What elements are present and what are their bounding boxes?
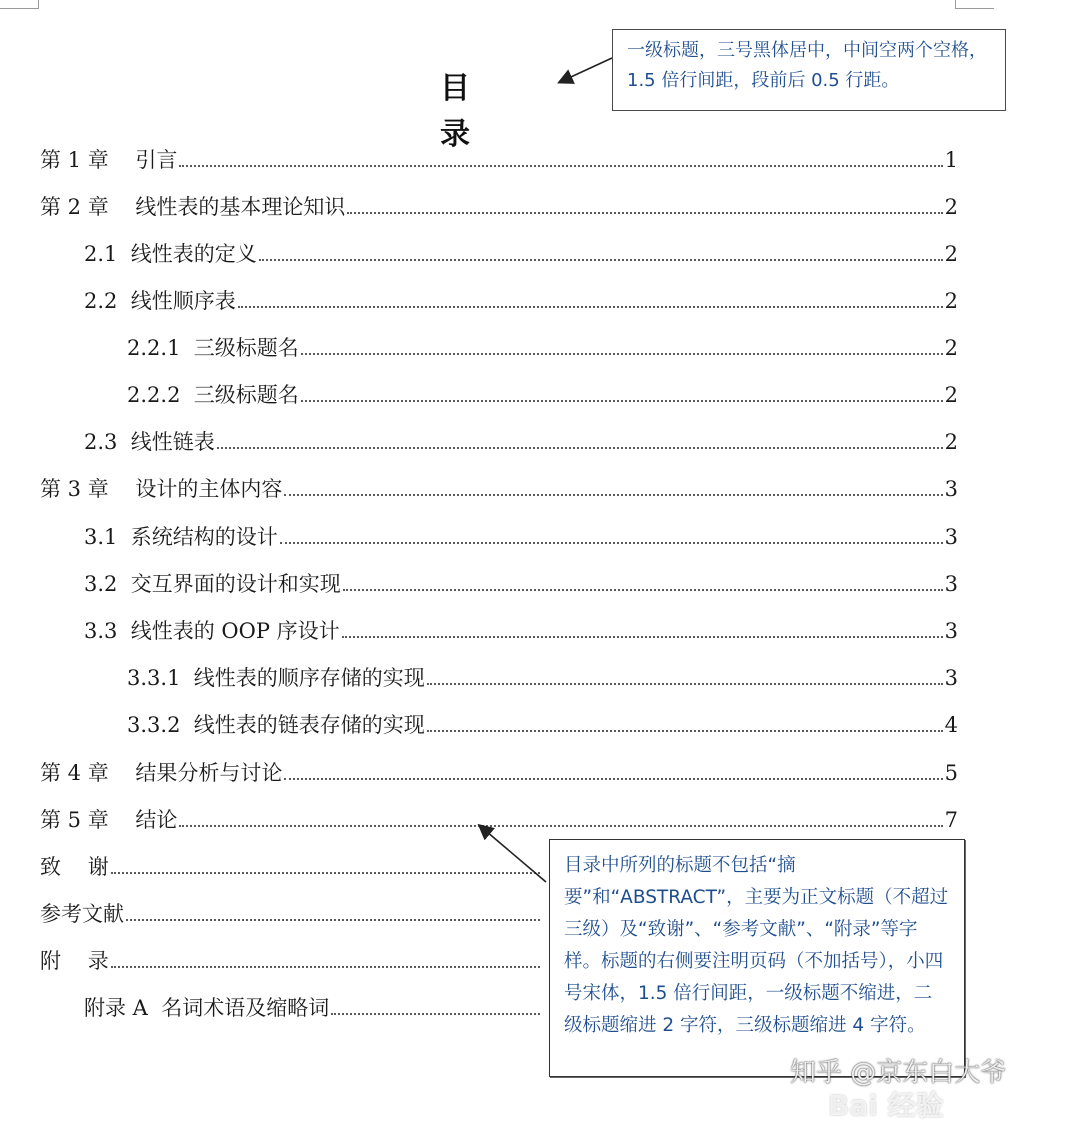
toc-entry-chapter-2[interactable] xyxy=(40,190,958,224)
toc-entry-page: 3 xyxy=(944,666,958,690)
page-corner-mark-right xyxy=(955,0,994,9)
dot-leader xyxy=(427,730,943,732)
toc-entry-section-3-3-2[interactable] xyxy=(127,708,958,742)
toc-entry-section-2-2-1[interactable] xyxy=(127,331,958,365)
toc-entry-chapter-1[interactable] xyxy=(40,143,958,177)
toc-entry-section-2-1[interactable] xyxy=(84,237,958,271)
toc-entry-chapter-5[interactable] xyxy=(40,803,958,837)
dot-leader xyxy=(179,825,942,827)
toc-entry-chapter-4[interactable] xyxy=(40,756,958,790)
toc-entry-label: 附录 A 名词术语及缩略词 xyxy=(84,996,330,1020)
toc-entry-page: 3 xyxy=(944,619,958,643)
toc-entry-page: 2 xyxy=(944,195,958,219)
toc-entry-label: 第 2 章 线性表的基本理论知识 xyxy=(40,195,346,219)
toc-entry-label: 致 谢 xyxy=(40,855,109,879)
toc-entry-acknowledgements[interactable] xyxy=(40,850,552,884)
toc-entry-label: 2.2.2 三级标题名 xyxy=(127,383,299,407)
toc-entry-page: 5 xyxy=(944,761,958,785)
dot-leader xyxy=(111,872,540,874)
toc-entry-page: 2 xyxy=(944,242,958,266)
toc-entry-label: 第 5 章 结论 xyxy=(40,808,178,832)
toc-entry-section-2-3[interactable] xyxy=(84,425,958,459)
zhihu-watermark: 知乎 @京东白大爷 xyxy=(790,1058,1007,1088)
toc-entry-label: 3.3 线性表的 OOP 序设计 xyxy=(84,619,340,643)
toc-entry-label: 2.3 线性链表 xyxy=(84,430,215,454)
toc-entry-page: 3 xyxy=(944,525,958,549)
toc-entry-label: 2.1 线性表的定义 xyxy=(84,242,257,266)
dot-leader xyxy=(217,447,943,449)
toc-entry-page: 2 xyxy=(944,289,958,313)
dot-leader xyxy=(238,306,943,308)
dot-leader xyxy=(280,542,943,544)
toc-entry-page: 4 xyxy=(944,713,958,737)
toc-entry-label: 3.3.2 线性表的链表存储的实现 xyxy=(127,713,425,737)
baidu-watermark: Bai 经验 xyxy=(828,1089,944,1122)
toc-entry-section-3-3-1[interactable] xyxy=(127,661,958,695)
dot-leader xyxy=(342,636,943,638)
toc-entry-label: 2.2 线性顺序表 xyxy=(84,289,236,313)
toc-entry-label: 参考文献 xyxy=(40,902,124,926)
dot-leader xyxy=(301,353,943,355)
toc-entry-section-3-2[interactable] xyxy=(84,567,958,601)
toc-entry-section-2-2-2[interactable] xyxy=(127,378,958,412)
dot-leader xyxy=(347,212,942,214)
toc-entry-section-2-2[interactable] xyxy=(84,284,958,318)
toc-entry-label: 3.3.1 线性表的顺序存储的实现 xyxy=(127,666,425,690)
dot-leader xyxy=(259,259,943,261)
toc-entry-page: 3 xyxy=(944,572,958,596)
dot-leader xyxy=(179,165,942,167)
dot-leader xyxy=(111,966,540,968)
toc-entry-label: 附 录 xyxy=(40,949,109,973)
toc-entry-page: 7 xyxy=(944,808,958,832)
toc-entry-label: 3.1 系统结构的设计 xyxy=(84,525,278,549)
toc-format-callout: 目录中所列的标题不包括“摘要”和“ABSTRACT”，主要为正文标题（不超过三级）及“致谢”、“参考文献”、“附录”等字样。标题的右侧要注明页码（不加括号），小四号宋体，1.5 倍行间距，一级标题不缩进，二级标题缩进 2 字符，三级标题缩进 4 字符。 xyxy=(549,839,965,1077)
dot-leader xyxy=(284,494,942,496)
toc-entry-label: 3.2 交互界面的设计和实现 xyxy=(84,572,341,596)
toc-entry-section-3-1[interactable] xyxy=(84,520,958,554)
title-format-callout: 一级标题，三号黑体居中，中间空两个空格，1.5 倍行间距，段前后 0.5 行距。 xyxy=(612,29,1006,111)
toc-entry-chapter-3[interactable] xyxy=(40,472,958,506)
toc-entry-label: 2.2.1 三级标题名 xyxy=(127,336,299,360)
dot-leader xyxy=(331,1013,540,1015)
toc-title: 目 录 xyxy=(440,71,498,152)
toc-entry-page: 1 xyxy=(944,148,958,172)
dot-leader xyxy=(284,778,942,780)
toc-entry-appendix-a[interactable] xyxy=(84,991,552,1025)
dot-leader xyxy=(126,919,540,921)
toc-entry-references[interactable] xyxy=(40,897,552,931)
toc-entry-page: 3 xyxy=(944,477,958,501)
toc-entry-page: 2 xyxy=(944,383,958,407)
toc-entry-section-3-3[interactable] xyxy=(84,614,958,648)
dot-leader xyxy=(343,589,943,591)
toc-entry-page: 2 xyxy=(944,430,958,454)
dot-leader xyxy=(427,683,943,685)
toc-entry-page: 2 xyxy=(944,336,958,360)
page-corner-mark-left xyxy=(0,0,39,9)
toc-entry-label: 第 1 章 引言 xyxy=(40,148,178,172)
toc-entry-appendix[interactable] xyxy=(40,944,552,978)
dot-leader xyxy=(301,400,943,402)
toc-entry-label: 第 3 章 设计的主体内容 xyxy=(40,477,283,501)
toc-entry-label: 第 4 章 结果分析与讨论 xyxy=(40,761,283,785)
